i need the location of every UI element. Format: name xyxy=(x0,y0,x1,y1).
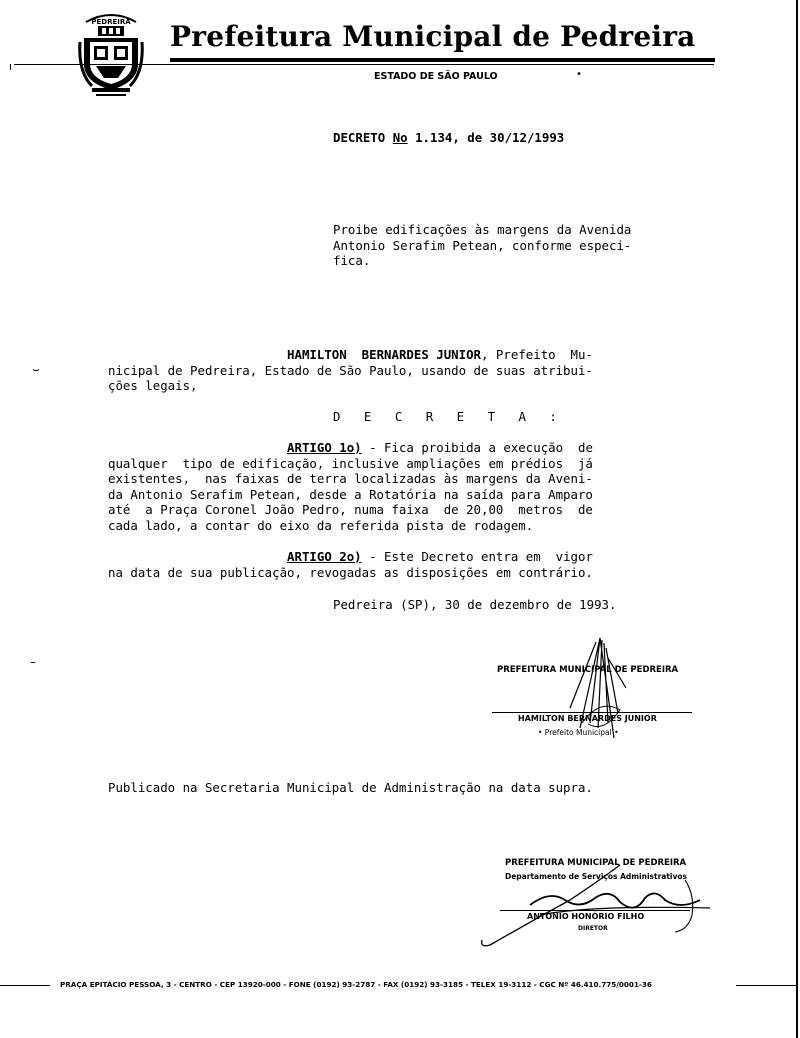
footer-address: PRAÇA EPITÁCIO PESSOA, 3 - CENTRO - CEP 13920-000 - FONE (0192) 93-2787 - FAX (0192) 93-3185 - TELEX 19-3112 - CGC Nº 46.410.775/0001-36 xyxy=(60,980,652,989)
mayor-signature-icon xyxy=(560,628,640,743)
place-and-date: Pedreira (SP), 30 de dezembro de 1993. xyxy=(333,597,617,612)
decree-preamble xyxy=(108,347,593,394)
mayor-stamp-name: HAMILTON BERNARDES JUNIOR xyxy=(518,714,657,723)
publication-note: Publicado na Secretaria Municipal de Administração na data supra. xyxy=(108,780,593,795)
decree-number-label: No xyxy=(392,130,408,145)
decree-title xyxy=(333,130,564,146)
admin-stamp-org: PREFEITURA MUNICIPAL DE PEDREIRA xyxy=(505,858,687,868)
admin-stamp-role: DIRETOR xyxy=(578,925,608,932)
admin-stamp-dept: Departamento de Serviços Administrativos xyxy=(505,872,688,881)
artigo-2 xyxy=(108,549,593,580)
header-rule-thin xyxy=(14,64,714,65)
header-dot: • xyxy=(576,69,582,80)
artigo-1-first-line: - Fica proibida a execução de xyxy=(361,440,593,455)
artigo-2-first-line: - Este Decreto entra em vigor xyxy=(361,549,593,564)
header-rule xyxy=(170,58,715,62)
admin-stamp-name: ANTONIO HONÓRIO FILHO xyxy=(527,912,645,921)
decree-title-prefix: DECRETO xyxy=(333,130,393,145)
mayor-stamp-role: • Prefeito Municipal • xyxy=(538,728,619,737)
artigo-1 xyxy=(108,440,593,534)
preamble-line1-rest: , Prefeito Mu- xyxy=(481,347,593,362)
header-title: Prefeitura Municipal de Pedreira xyxy=(170,20,696,53)
footer-rule-left xyxy=(0,985,50,986)
decree-ementa: Proibe edificações às margens da Avenida Antonio Serafim Petean, conforme especi- fica. xyxy=(333,222,632,269)
margin-mark: ⌣ xyxy=(32,362,40,376)
page-edge xyxy=(796,0,798,1038)
crest-banner-text: PEDREIRA xyxy=(91,18,131,26)
artigo-2-body: na data de sua publicação, revogadas as disposições em contrário. xyxy=(108,564,593,580)
preamble-rest: nicipal de Pedreira, Estado de São Paulo, usando de suas atribui- ções legais, xyxy=(108,362,593,394)
admin-signature-icon xyxy=(470,860,720,950)
mayor-stamp-org: PREFEITURA MUNICIPAL DE PEDREIRA xyxy=(497,665,679,675)
header-rule-tick xyxy=(10,64,11,70)
decree-title-rest: 1.134, de 30/12/1993 xyxy=(407,130,565,145)
municipal-crest-icon xyxy=(78,12,144,98)
artigo-2-label: ARTIGO 2o) xyxy=(287,549,362,564)
artigo-1-label: ARTIGO 1o) xyxy=(287,440,362,455)
preamble-mayor-name: HAMILTON BERNARDES JUNIOR xyxy=(287,347,482,362)
margin-mark: – xyxy=(30,655,36,669)
footer-rule-right xyxy=(736,985,798,986)
decreta-heading: D E C R E T A : xyxy=(333,409,565,424)
artigo-1-body: qualquer tipo de edificação, inclusive ampliações em prédios já existentes, nas faixas de terra localizadas às margens da Aveni- da Antonio Serafim Petean, desde a Rotatória na saída para Amparo até a Praça Coronel João Pedro, numa faixa de 20,00 metros de cada lado, a contar do eixo da referida pista de rodagem. xyxy=(108,455,593,533)
header-state: ESTADO DE SÃO PAULO xyxy=(374,71,498,82)
